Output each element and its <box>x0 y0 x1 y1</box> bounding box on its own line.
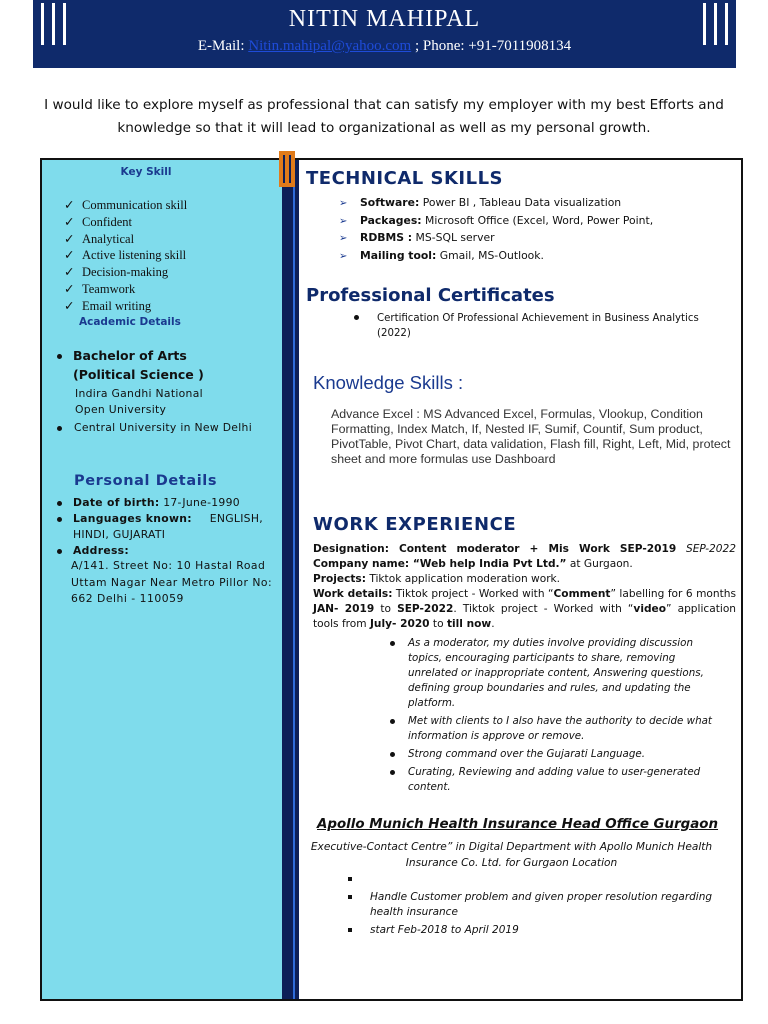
email-link[interactable]: Nitin.mahipal@yahoo.com <box>248 38 412 54</box>
square-bullet-icon <box>348 877 352 881</box>
list-item: ➢ RDBMS : MS-SQL server <box>339 230 653 248</box>
list-item: ✓ Communication skill <box>64 198 188 212</box>
list-item: Strong command over the Gujarati Language. <box>390 747 725 762</box>
designation-line: Designation: Content moderator + Mis Work SEP-2019 SEP-2022 Company name: “Web help India Pvt Ltd.” at Gurgaon. <box>313 543 736 570</box>
check-icon: ✓ <box>64 265 75 280</box>
decorative-bars-left <box>41 3 66 45</box>
bullet-icon <box>57 517 62 522</box>
apollo-role-subtitle: Executive-Contact Centre” in Digital Department with Apollo Munich Health Insurance Co. Ltd. for Gurgaon Location <box>310 841 713 869</box>
degree-name: Bachelor of Arts (Political Science ) <box>73 348 204 382</box>
apollo-employer-title: Apollo Munich Health Insurance Head Office Gurgaon <box>317 817 719 832</box>
knowledge-skills-title: Knowledge Skills : <box>313 372 464 393</box>
check-icon: ✓ <box>64 248 75 263</box>
list-item: ➢ Mailing tool: Gmail, MS-Outlook. <box>339 248 653 266</box>
technical-skills-title: TECHNICAL SKILLS <box>306 168 503 189</box>
address-text: A/141. Street No: 10 Hastal Road Uttam Nagar Near Metro Pillor No: 662 Delhi - 110059 <box>71 559 273 605</box>
bullet-icon <box>57 354 62 359</box>
certificate-item: Certification Of Professional Achievement in Business Analytics (2022) <box>377 313 699 339</box>
bullet-icon <box>390 770 395 775</box>
list-item: start Feb-2018 to April 2019 <box>348 923 718 938</box>
check-icon: ✓ <box>64 231 75 246</box>
decorative-bars-right <box>703 3 728 45</box>
key-skill-title: Key Skill <box>120 166 172 178</box>
institution-name: Indira Gandhi National Open University <box>75 387 203 416</box>
bullet-icon <box>390 752 395 757</box>
arrow-bullet-icon: ➢ <box>339 198 348 209</box>
check-icon: ✓ <box>64 298 75 313</box>
projects-line: Projects: Tiktok application moderation work. <box>313 573 561 585</box>
list-item: ✓ Decision-making <box>64 265 169 280</box>
arrow-bullet-icon: ➢ <box>339 250 348 262</box>
list-item: As a moderator, my duties involve providing discussion topics, encouraging participants to share, removing unrelated or inappropriate content, Answering questions, defining group boundaries and rules, and updating the platform. <box>390 636 725 711</box>
arrow-bullet-icon: ➢ <box>339 215 348 227</box>
date-of-birth: Date of birth: 17-June-1990 <box>73 496 240 509</box>
check-icon: ✓ <box>64 214 75 229</box>
bullet-icon <box>390 719 395 724</box>
address-label: Address: <box>73 544 130 557</box>
check-icon: ✓ <box>64 198 75 212</box>
bullet-icon <box>57 501 62 506</box>
key-skill-list <box>64 197 187 315</box>
list-item <box>348 872 718 887</box>
bullet-icon <box>57 549 62 554</box>
list-item: Curating, Reviewing and adding value to user-generated content. <box>390 765 725 795</box>
list-item: ✓ Email writing <box>64 298 152 313</box>
career-objective: I would like to explore myself as professional that can satisfy my employer with my best Efforts and knowledge so that it will lead to organizational as well as my personal growth. <box>44 97 724 136</box>
bullet-icon <box>390 641 395 646</box>
email-label: E-Mail: <box>197 38 249 54</box>
knowledge-skills-text: Advance Excel : MS Advanced Excel, Formulas, Vlookup, Condition Formatting, Index Match, If, Nested IF, Sumif, Countif, Sum product, PivotTable, Pivot Chart, data validation, Flash fill, Right, Left, Mid, protect sheet and more formulas use Dashboard <box>331 407 731 466</box>
arrow-bullet-icon: ➢ <box>339 233 348 244</box>
divider-tab-icon <box>278 151 296 187</box>
list-item: ➢ Packages: Microsoft Office (Excel, Word, Power Point, <box>339 213 653 231</box>
phone-text: ; Phone: +91-7011908134 <box>411 38 572 54</box>
work-details-line: Work details: Tiktok project - Worked with “Comment” labelling for 6 months JAN- 2019 to SEP-2022. Tiktok project - Worked with “video” application tools from July- 2020 to till now. <box>313 588 737 630</box>
academic-details-title: Academic Details <box>79 316 181 328</box>
bullet-icon <box>354 315 359 320</box>
candidate-name: NITIN MAHIPAL <box>288 6 481 32</box>
square-bullet-icon <box>348 895 352 899</box>
bullet-icon <box>57 426 62 431</box>
square-bullet-icon <box>348 928 352 932</box>
list-item: Handle Customer problem and given proper resolution regarding health insurance <box>348 890 718 920</box>
list-item: Met with clients to I also have the authority to decide what information is approve or remove. <box>390 714 725 744</box>
second-institution: Central University in New Delhi <box>74 421 252 434</box>
personal-details-title: Personal Details <box>74 473 218 489</box>
list-item: ✓ Analytical <box>64 231 135 246</box>
check-icon: ✓ <box>64 281 75 296</box>
list-item: ✓ Active listening skill <box>64 248 187 263</box>
resume-header <box>33 0 736 68</box>
languages-known: Languages known: ENGLISH, HINDI, GUJARATI <box>73 512 263 541</box>
list-item: ➢ Software: Power BI , Tableau Data visualization <box>339 195 653 213</box>
work-experience-body <box>313 542 736 632</box>
apollo-duties-list <box>348 872 718 941</box>
certificates-title: Professional Certificates <box>306 285 555 306</box>
contact-line <box>33 38 736 55</box>
work-experience-title: WORK EXPERIENCE <box>313 514 517 535</box>
list-item: ✓ Confident <box>64 214 132 229</box>
list-item: ✓ Teamwork <box>64 281 136 296</box>
technical-skills-list <box>339 195 653 265</box>
work-duties-list <box>390 636 725 798</box>
